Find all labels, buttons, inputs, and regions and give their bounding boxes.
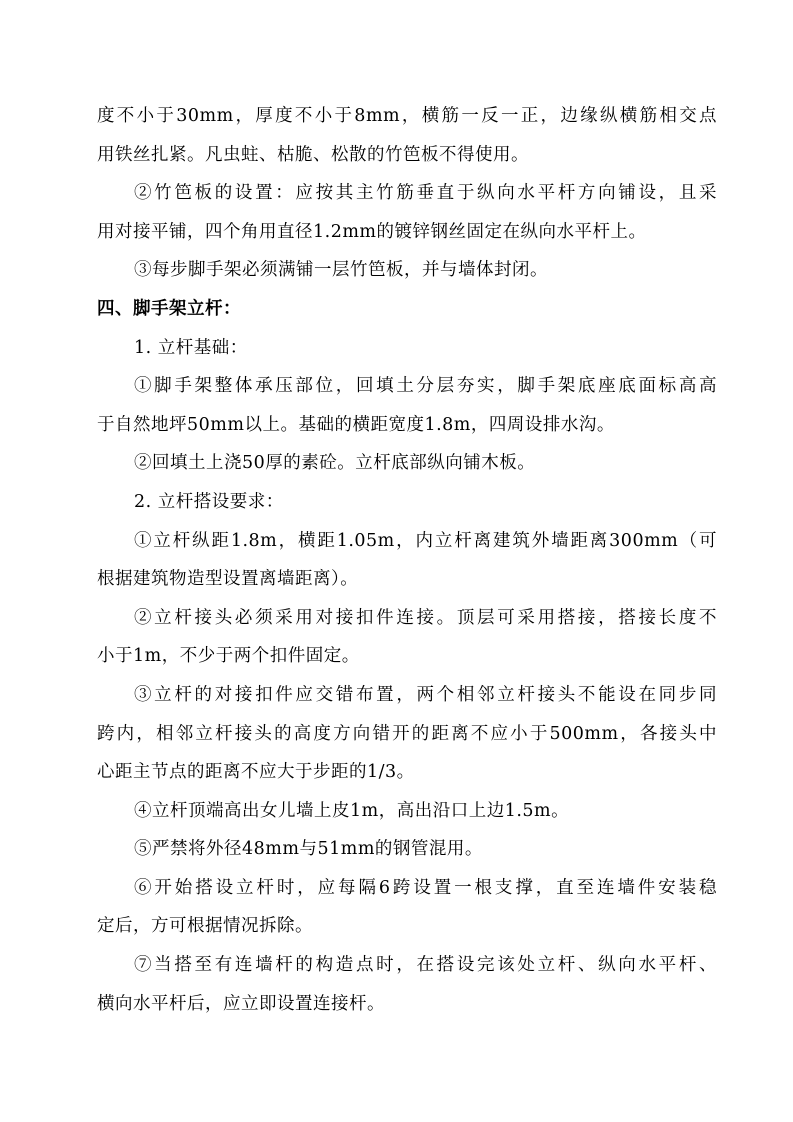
paragraph-line: 度不小于30mm，厚度不小于8mm，横筋一反一正，边缘纵横筋相交点 [97,106,717,126]
list-item-pole-joints: ②立杆接头必须采用对接扣件连接。顶层可采用搭接，搭接长度不 [134,607,717,628]
list-item-foundation-compaction: ①脚手架整体承压部位，回填土分层夯实，脚手架底座底面标高高 [134,376,717,397]
paragraph-line: 小于1m，不少于两个扣件固定。 [97,646,360,667]
paragraph-line: 用对接平铺，四个角用直径1.2mm的镀锌钢丝固定在纵向水平杆上。 [97,221,647,242]
list-item-pipe-diameter-rule: ⑤严禁将外径48mm与51mm的钢管混用。 [134,839,483,860]
paragraph-line: 用铁丝扎紧。凡虫蛀、枯脆、松散的竹笆板不得使用。 [97,144,529,165]
paragraph-line: 跨内，相邻立杆接头的高度方向错开的距离不应小于500mm，各接头中 [97,723,717,744]
paragraph-line: 定后，方可根据情况拆除。 [97,916,313,937]
list-item-pole-top-height: ④立杆顶端高出女儿墙上皮1m，高出沿口上边1.5m。 [134,800,570,821]
list-item-temporary-bracing: ⑥开始搭设立杆时，应每隔6跨设置一根支撑，直至连墙件安装稳 [134,877,717,898]
subheading-pole-foundation: 1. 立杆基础： [134,337,248,358]
section-heading-scaffold-poles: 四、脚手架立杆： [97,298,241,319]
paragraph-line: 根据建筑物造型设置离墙距离）。 [97,569,359,590]
document-page [97,97,717,1023]
paragraph-line: 于自然地坪50mm以上。基础的横距宽度1.8m，四周设排水沟。 [97,414,615,435]
list-item-full-board-per-step: ③每步脚手架必须满铺一层竹笆板，并与墙体封闭。 [134,260,548,281]
paragraph-line: 心距主节点的距离不应大于步距的1/3。 [97,762,415,783]
paragraph-line: 横向水平杆后，应立即设置连接杆。 [97,993,385,1014]
subheading-pole-erection-requirements: 2. 立杆搭设要求： [134,491,284,512]
list-item-wall-tie-points: ⑦当搭至有连墙杆的构造点时，在搭设完该处立杆、纵向水平杆、 [134,955,717,976]
list-item-pole-spacing: ①立杆纵距1.8m，横距1.05m，内立杆离建筑外墙距离300mm（可 [134,530,717,551]
list-item-staggered-couplers: ③立杆的对接扣件应交错布置，两个相邻立杆接头不能设在同步同 [134,684,717,705]
list-item-concrete-pour: ②回填土上浇50厚的素砼。立杆底部纵向铺木板。 [134,453,536,474]
list-item-bamboo-board-setup: ②竹笆板的设置：应按其主竹筋垂直于纵向水平杆方向铺设，且采 [134,183,717,204]
